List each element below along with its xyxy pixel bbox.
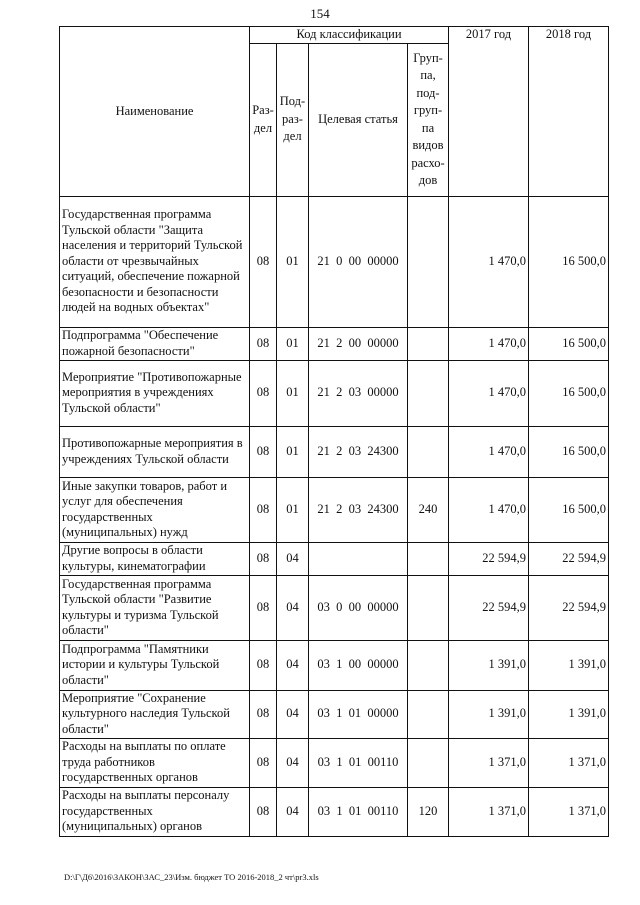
row-name: Расходы на выплаты по оплате труда работников государственных органов	[60, 738, 250, 787]
row-target-article: 03 1 01 00000	[309, 690, 408, 738]
table-row	[60, 787, 609, 836]
row-expense-group	[408, 738, 449, 787]
row-2017: 1 470,0	[449, 477, 529, 542]
row-2017: 1 371,0	[449, 787, 529, 836]
table-row	[60, 327, 609, 360]
row-expense-group	[408, 426, 449, 477]
table-row	[60, 690, 609, 738]
row-2018: 22 594,9	[529, 542, 609, 575]
row-2018: 1 371,0	[529, 738, 609, 787]
table-row	[60, 477, 609, 542]
row-section: 08	[250, 360, 277, 426]
row-target-article: 21 2 03 00000	[309, 360, 408, 426]
row-subsection: 04	[277, 542, 309, 575]
row-section: 08	[250, 327, 277, 360]
row-section: 08	[250, 787, 277, 836]
row-target-article: 03 1 01 00110	[309, 787, 408, 836]
row-2017: 22 594,9	[449, 575, 529, 640]
row-2017: 1 391,0	[449, 640, 529, 690]
table-row	[60, 360, 609, 426]
row-subsection: 01	[277, 196, 309, 327]
row-subsection: 01	[277, 360, 309, 426]
row-name: Другие вопросы в области культуры, кинематографии	[60, 542, 250, 575]
row-section: 08	[250, 542, 277, 575]
row-name: Подпрограмма "Обеспечение пожарной безопасности"	[60, 327, 250, 360]
header-subsection: Под- раз- дел	[277, 43, 309, 196]
row-section: 08	[250, 477, 277, 542]
row-subsection: 04	[277, 575, 309, 640]
row-2017: 1 470,0	[449, 327, 529, 360]
row-name: Государственная программа Тульской области "Развитие культуры и туризма Тульской области"	[60, 575, 250, 640]
row-2018: 16 500,0	[529, 426, 609, 477]
row-section: 08	[250, 196, 277, 327]
row-2018: 1 391,0	[529, 690, 609, 738]
row-expense-group	[408, 360, 449, 426]
header-name: Наименование	[60, 27, 250, 197]
row-2018: 16 500,0	[529, 196, 609, 327]
row-2017: 1 371,0	[449, 738, 529, 787]
table-row	[60, 640, 609, 690]
row-section: 08	[250, 738, 277, 787]
header-2017: 2017 год	[449, 27, 529, 197]
row-name: Подпрограмма "Памятники истории и культуры Тульской области"	[60, 640, 250, 690]
row-name: Государственная программа Тульской области "Защита населения и территорий Тульской области от чрезвычайных ситуаций, обеспечение пожарной безопасности и безопасности людей на водных объектах"	[60, 196, 250, 327]
header-2018: 2018 год	[529, 27, 609, 197]
row-subsection: 01	[277, 327, 309, 360]
row-2017: 1 391,0	[449, 690, 529, 738]
row-name: Мероприятие "Противопожарные мероприятия в учреждениях Тульской области"	[60, 360, 250, 426]
row-name: Расходы на выплаты персоналу государственных (муниципальных) органов	[60, 787, 250, 836]
header-target-article: Целевая статья	[309, 43, 408, 196]
row-subsection: 04	[277, 640, 309, 690]
row-subsection: 04	[277, 787, 309, 836]
row-subsection: 04	[277, 738, 309, 787]
row-name: Иные закупки товаров, работ и услуг для обеспечения государственных (муниципальных) нужд	[60, 477, 250, 542]
row-target-article: 03 0 00 00000	[309, 575, 408, 640]
row-2017: 22 594,9	[449, 542, 529, 575]
row-target-article: 03 1 00 00000	[309, 640, 408, 690]
row-expense-group	[408, 542, 449, 575]
table-row	[60, 738, 609, 787]
budget-table	[59, 26, 609, 837]
file-path-footer: D:\Г\Д6\2016\ЗАКОН\ЗАС_23\Изм. бюджет ТО 2016-2018_2 чт\pr3.xls	[64, 872, 319, 882]
row-expense-group	[408, 640, 449, 690]
table-row	[60, 426, 609, 477]
row-target-article: 21 2 03 24300	[309, 426, 408, 477]
row-subsection: 01	[277, 477, 309, 542]
row-target-article: 21 0 00 00000	[309, 196, 408, 327]
table-row	[60, 196, 609, 327]
table-row	[60, 542, 609, 575]
row-2018: 16 500,0	[529, 327, 609, 360]
row-expense-group	[408, 196, 449, 327]
row-expense-group: 240	[408, 477, 449, 542]
row-target-article: 21 2 03 24300	[309, 477, 408, 542]
row-subsection: 01	[277, 426, 309, 477]
table-row	[60, 575, 609, 640]
header-section: Раз- дел	[250, 43, 277, 196]
row-target-article: 03 1 01 00110	[309, 738, 408, 787]
row-target-article	[309, 542, 408, 575]
header-expense-group: Груп- па, под- груп- па видов расхо- дов	[408, 43, 449, 196]
row-2017: 1 470,0	[449, 196, 529, 327]
row-2018: 1 391,0	[529, 640, 609, 690]
row-expense-group	[408, 690, 449, 738]
row-target-article: 21 2 00 00000	[309, 327, 408, 360]
page-number: 154	[310, 6, 330, 21]
row-expense-group: 120	[408, 787, 449, 836]
row-2018: 1 371,0	[529, 787, 609, 836]
row-2017: 1 470,0	[449, 360, 529, 426]
row-name: Мероприятие "Сохранение культурного наследия Тульской области"	[60, 690, 250, 738]
row-section: 08	[250, 690, 277, 738]
row-expense-group	[408, 575, 449, 640]
row-2018: 16 500,0	[529, 477, 609, 542]
row-expense-group	[408, 327, 449, 360]
row-2018: 22 594,9	[529, 575, 609, 640]
row-2017: 1 470,0	[449, 426, 529, 477]
row-section: 08	[250, 640, 277, 690]
row-subsection: 04	[277, 690, 309, 738]
row-section: 08	[250, 575, 277, 640]
header-classification: Код классификации	[250, 27, 449, 44]
row-section: 08	[250, 426, 277, 477]
row-2018: 16 500,0	[529, 360, 609, 426]
row-name: Противопожарные мероприятия в учреждениях Тульской области	[60, 426, 250, 477]
